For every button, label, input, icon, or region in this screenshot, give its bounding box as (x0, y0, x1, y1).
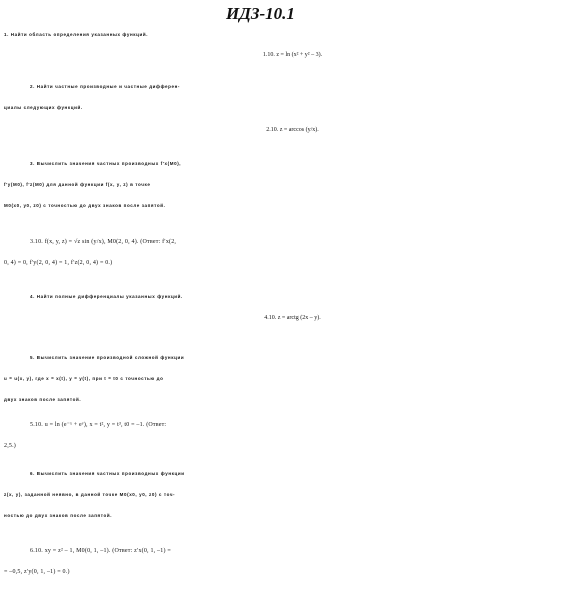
task-3-line-1: 3. Вычислить значения частных производных f′x(M0), (30, 161, 182, 166)
task-6-formula-line-2: = –0,5, z′y(0, 1, –1) = 0.) (4, 569, 70, 575)
task-6-formula (0, 541, 585, 583)
task-5 (0, 347, 585, 410)
task-6-line-2: z(x, y), заданной неявно, в данной точке M0(x0, y0, z0) с точ- (4, 492, 176, 497)
task-2 (0, 76, 585, 118)
task-6-formula-line-1: 6.10. xy = z² – 1, M0(0, 1, –1). (Ответ: z′x(0, 1, –1) = (30, 548, 171, 554)
task-4-text: 4. Найти полные дифференциалы указанных функций. (30, 294, 183, 299)
task-6 (0, 463, 585, 526)
task-5-line-3: двух знаков после запятой. (4, 397, 82, 402)
task-4-formula: 4.10. z = arctg (2x – y). (264, 315, 321, 321)
task-3-formula-line-2: 0, 4) = 0, f′y(2, 0, 4) = 1, f′z(2, 0, 4) = 0.) (4, 260, 113, 266)
task-2-formula: 2.10. z = arccos (y/x). (266, 127, 319, 133)
task-5-formula-line-1: 5.10. u = ln (e⁻ˣ + eʸ), x = t², y = t³, t0 = –1. (Ответ: (30, 422, 167, 428)
task-3-formula (0, 232, 585, 274)
task-2-line-2: циалы следующих функций. (4, 105, 83, 110)
task-1-text: 1. Найти область определения указанных функций. (4, 32, 149, 37)
task-3 (0, 153, 585, 216)
task-5-line-1: 5. Вычислить значение производной сложной функции (30, 355, 185, 360)
task-3-line-3: M0(x0, y0, z0) с точностью до двух знаков после запятой. (4, 203, 166, 208)
task-5-line-2: u = u(x, y), где x = x(t), y = y(t), при t = t0 с точностью до (4, 376, 164, 381)
task-1-formula: 1.10. z = ln (x² + y² – 3). (262, 52, 323, 58)
task-4 (0, 286, 585, 307)
task-1 (0, 24, 585, 45)
task-6-line-3: ностью до двух знаков после запятой. (4, 513, 113, 518)
task-5-formula (0, 415, 585, 457)
task-3-formula-line-1: 3.10. f(x, y, z) = √z sin (y/x), M0(2, 0, 4). (Ответ: f′x(2, (30, 239, 177, 245)
document-header: ИДЗ-10.1 (226, 4, 295, 23)
task-3-line-2: f′y(M0), f′z(M0) для данной функции f(x, y, z) в точке (4, 182, 151, 187)
task-2-line-1: 2. Найти частные производные и частные дифферен- (30, 84, 181, 89)
task-5-formula-line-2: 2,5.) (4, 443, 16, 449)
task-6-line-1: 6. Вычислить значения частных производных функции (30, 471, 185, 476)
